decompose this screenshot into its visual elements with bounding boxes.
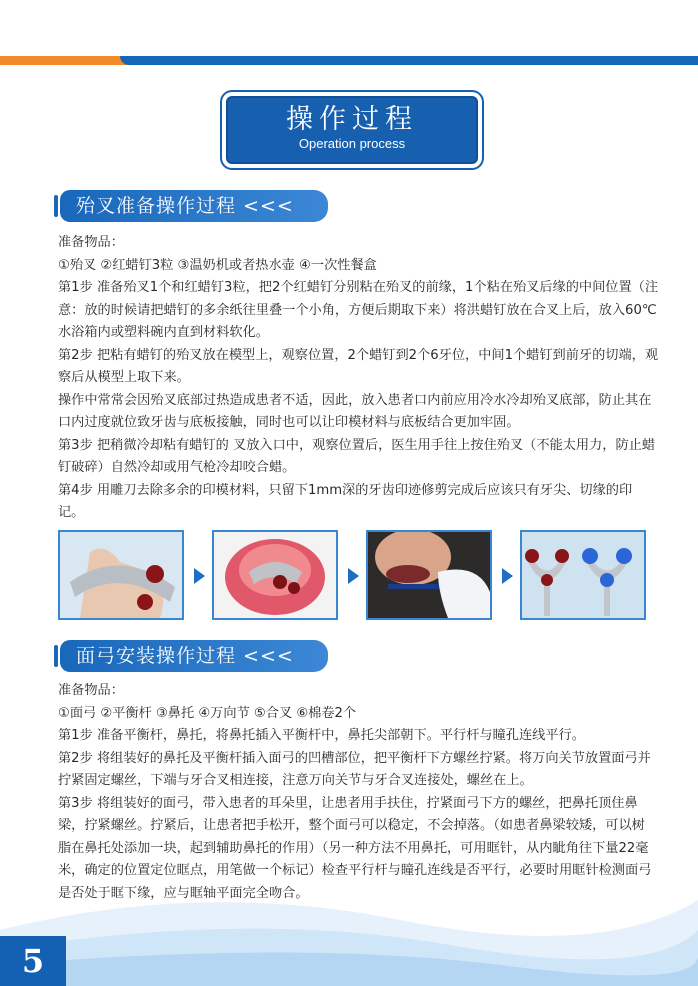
section-heading-bite-fork: 殆叉准备操作过程 <<< — [60, 190, 328, 222]
paragraph: 第2步 将组装好的鼻托及平衡杆插入面弓的凹槽部位，把平衡杆下方螺丝拧紧。将万向关节放置面弓并拧紧固定螺丝，下端与牙合叉相连接，注意万向关节与牙合叉连接处，螺丝在上。 — [58, 750, 651, 788]
paragraph: 第2步 把粘有蜡钉的殆叉放在模型上，观察位置，2个蜡钉到2个6牙位，中间1个蜡钉到前牙的切端，观察后从模型上取下来。 — [58, 347, 659, 385]
photo-row — [58, 530, 658, 620]
paragraph: 准备物品： — [58, 235, 124, 250]
paragraph: 操作中常常会因殆叉底部过热造成患者不适，因此，放入患者口内前应用冷水冷却殆叉底部，防止其在口内过度就位致牙齿与底板接触，同时也可以让印模材料与底板结合更加牢固。 — [58, 392, 652, 430]
paragraph: ①殆叉 ②红蜡钉3粒 ③温奶机或者热水壶 ④一次性餐盒 — [58, 257, 377, 273]
arrow-icon — [194, 568, 205, 584]
arrow-icon — [348, 568, 359, 584]
top-stripe-blue — [120, 56, 698, 65]
section-heading-face-bow: 面弓安装操作过程 <<< — [60, 640, 328, 672]
paragraph: 第3步 将组装好的面弓，带入患者的耳朵里，让患者用手扶住，拧紧面弓下方的螺丝，把鼻托顶住鼻梁，拧紧螺丝。拧紧后，让患者把手松开，整个面弓可以稳定，不会掉落。（如患者鼻梁较矮，可以树脂在鼻托处添加一块，起到辅助鼻托的作用）（另一种方法不用鼻托，可用眶针，从内眦角往下量22毫米，确定的位置定位眶点，用笔做一个标记）检查平行杆与瞳孔连线是否平行，必要时用眶针检测面弓是否处于眶下缘，应与眶轴平面完全吻合。 — [58, 795, 652, 901]
paragraph: 准备物品： — [58, 683, 124, 698]
photo-finished-bite-forks — [520, 530, 646, 620]
paragraph: ①面弓 ②平衡杆 ③鼻托 ④万向节 ⑤合叉 ⑥棉卷2个 — [58, 705, 357, 721]
arrow-icon — [502, 568, 513, 584]
photo-bite-fork-wax-pegs — [58, 530, 184, 620]
page-subtitle: Operation process — [298, 136, 406, 151]
paragraph: 第4步 用雕刀去除多余的印模材料，只留下1mm深的牙齿印迹修剪完成后应该只有牙尖、切缘的印记。 — [58, 482, 633, 520]
bottom-wave-decoration — [0, 840, 698, 986]
photo-bite-fork-on-model — [212, 530, 338, 620]
photo-bite-fork-in-mouth — [366, 530, 492, 620]
paragraph: 第1步 准备平衡杆，鼻托，将鼻托插入平衡杆中，鼻托尖部朝下。平行杆与瞳孔连线平行。 — [58, 728, 585, 743]
page-number: 5 — [0, 936, 66, 986]
page-title: 操作过程 — [286, 104, 418, 135]
page-title-box — [226, 96, 478, 164]
paragraph: 第1步 准备殆叉1个和红蜡钉3粒，把2个红蜡钉分别粘在殆叉的前缘，1个粘在殆叉后缘的中间位置（注意：放的时候请把蜡钉的多余纸往里叠一个小角，方便后期取下来）将洪蜡钉放在合叉上后，放入60℃水浴箱内或塑料碗内直到材料软化。 — [58, 280, 659, 340]
paragraph: 第3步 把稍微冷却粘有蜡钉的 叉放入口中，观察位置后，医生用手往上按住殆叉（不能太用力，防止蜡钉破碎）自然冷却或用气枪冷却咬合蜡。 — [58, 437, 656, 475]
section-body-bite-fork — [58, 232, 658, 525]
